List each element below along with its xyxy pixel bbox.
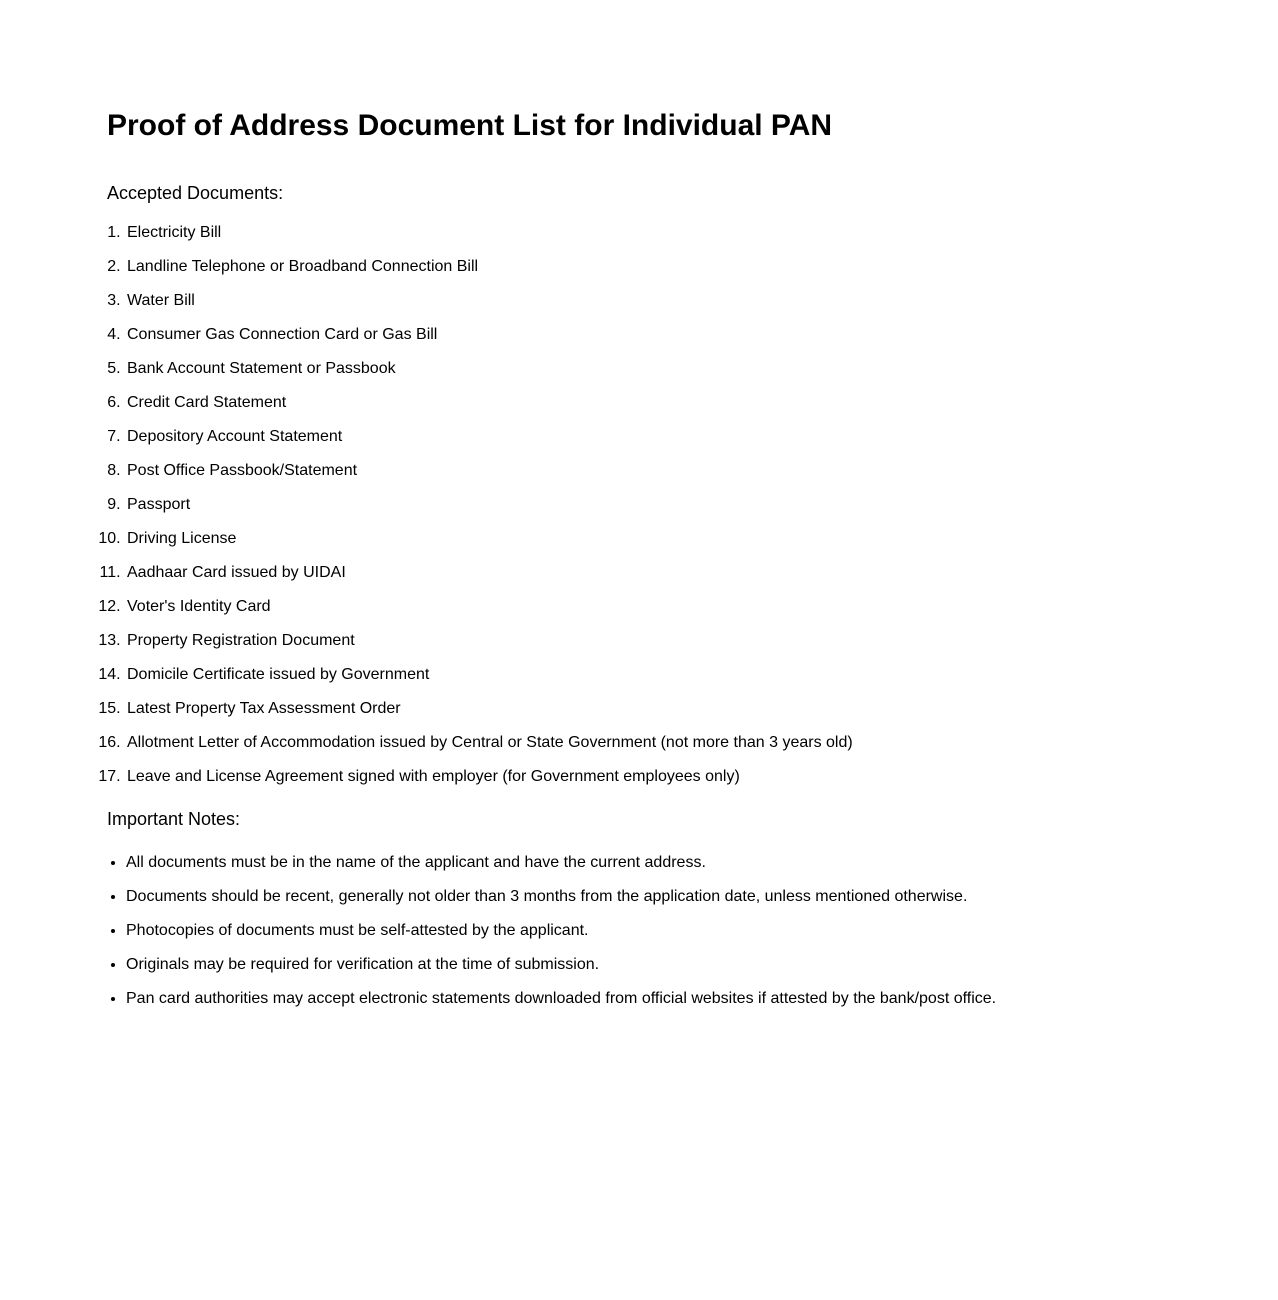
list-item: 13. Property Registration Document — [125, 632, 1197, 650]
list-item: 16. Allotment Letter of Accommodation issued by Central or State Government (not more than 3 years old) — [125, 734, 1197, 752]
list-item: 11. Aadhaar Card issued by UIDAI — [125, 564, 1197, 582]
list-item: 7. Depository Account Statement — [125, 428, 1197, 446]
important-notes-list — [107, 854, 1197, 1008]
list-item: 17. Leave and License Agreement signed with employer (for Government employees only) — [125, 768, 1197, 786]
list-item: • Documents should be recent, generally not older than 3 months from the application date, unless mentioned otherwise. — [126, 888, 1197, 906]
list-item: 12. Voter's Identity Card — [125, 598, 1197, 616]
list-item: • Originals may be required for verification at the time of submission. — [126, 956, 1197, 974]
list-item: 2. Landline Telephone or Broadband Connection Bill — [125, 258, 1197, 276]
page-title: Proof of Address Document List for Individual PAN — [107, 109, 833, 142]
list-item: 14. Domicile Certificate issued by Government — [125, 666, 1197, 684]
accepted-documents-list — [107, 224, 1197, 786]
list-item: 9. Passport — [125, 496, 1197, 514]
list-item: 4. Consumer Gas Connection Card or Gas Bill — [125, 326, 1197, 344]
list-item: • Pan card authorities may accept electronic statements downloaded from official websites if attested by the bank/post office. — [126, 990, 1197, 1008]
list-item: • Photocopies of documents must be self-attested by the applicant. — [126, 922, 1197, 940]
list-item: 15. Latest Property Tax Assessment Order — [125, 700, 1197, 718]
list-item: • All documents must be in the name of the applicant and have the current address. — [126, 854, 1197, 872]
list-item: 10. Driving License — [125, 530, 1197, 548]
list-item: 6. Credit Card Statement — [125, 394, 1197, 412]
accepted-documents-heading: Accepted Documents: — [107, 183, 284, 203]
list-item: 1. Electricity Bill — [125, 224, 1197, 242]
important-notes-heading: Important Notes: — [107, 809, 241, 829]
list-item: 8. Post Office Passbook/Statement — [125, 462, 1197, 480]
list-item: 5. Bank Account Statement or Passbook — [125, 360, 1197, 378]
list-item: 3. Water Bill — [125, 292, 1197, 310]
